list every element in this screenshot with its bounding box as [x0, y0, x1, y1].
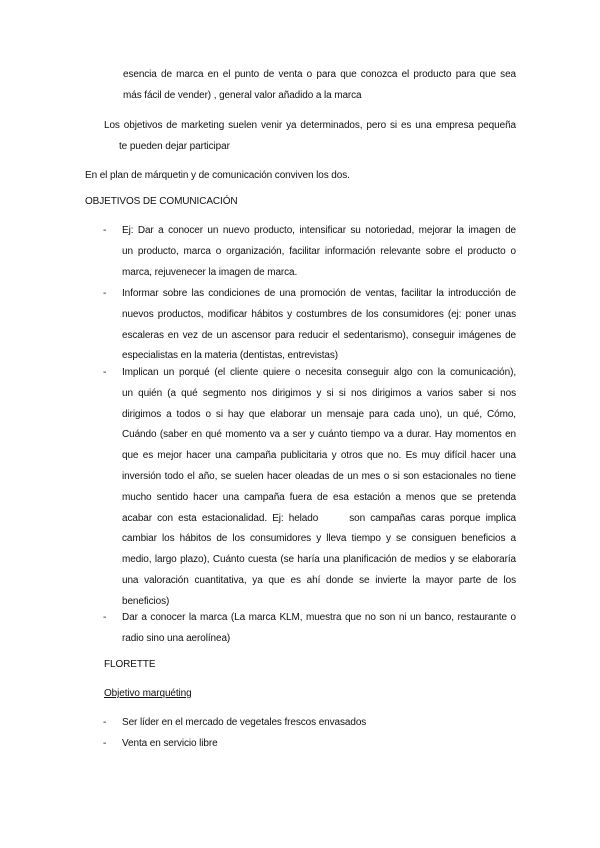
plan-paragraph: En el plan de márquetin y de comunicación conviven los dos.	[85, 170, 350, 181]
bullet-dash-1: -	[103, 225, 107, 236]
bullet-3-line-12: beneficios)	[122, 595, 170, 607]
bullet-item-3	[122, 363, 516, 613]
intro-line-1: esencia de marca en el punto de venta o para que conozca el producto para que sea	[123, 69, 516, 80]
bullet-4-line-1: Dar a conocer la marca (La marca KLM, muestra que no son ni un banco, restaurante o	[122, 612, 516, 623]
bullet-dash-4: -	[103, 612, 107, 623]
bullet-2-line-2: nuevos productos, modificar hábitos y costumbres de los consumidores (ej: poner unas	[122, 308, 516, 320]
intro-paragraph	[123, 65, 516, 107]
bullet-3-line-11: una valoración cuantitativa, ya que es ahí donde se invierte la mayor parte de los	[122, 574, 516, 586]
bullet-3-line-8: acabar con esta estacionalidad. Ej: helado son campañas caras porque implica	[122, 512, 516, 524]
bullet-3-line-2: un quién (a qué segmento nos dirigimos y si si nos dirigimos a varios saber si nos	[122, 387, 516, 399]
bullet-3-line-7: mucho sentido hacer una campaña fuera de esa estación a menos que se pretenda	[122, 491, 516, 503]
bullet-3-line-1: Implican un porqué (el cliente quiere o necesita conseguir algo con la comunicación),	[122, 367, 516, 378]
bullet-1-line-3: marca, rejuvenecer la imagen de marca.	[122, 266, 298, 278]
intro-line-2: más fácil de vender) , general valor añadido a la marca	[123, 89, 362, 101]
bullet-3-line-6: inversión todo el año, se suelen hacer oleadas de un mes o si son estacionales no tiene	[122, 470, 516, 482]
florette-bullet-dash-1: -	[103, 717, 107, 728]
heading-objetivos-comunicacion: OBJETIVOS DE COMUNICACIÓN	[85, 196, 238, 207]
bullet-2-line-4: especialistas en la materia (dentistas, entrevistas)	[122, 350, 339, 362]
bullet-2-line-3: escaleras en vez de un ascensor para reducir el sedentarismo), conseguir imágenes de	[122, 329, 516, 341]
bullet-3-line-3: dirigimos a todos o si hay que elaborar un mensaje para cada uno), un qué, Cómo,	[122, 408, 516, 420]
marketing-note-line-1: Los objetivos de marketing suelen venir ya determinados, pero si es una empresa pequeña	[104, 120, 516, 131]
bullet-item-4	[122, 608, 516, 650]
bullet-2-line-1: Informar sobre las condiciones de una promoción de ventas, facilitar la introducción de	[122, 288, 516, 299]
florette-bullet-dash-2: -	[103, 738, 107, 749]
bullet-3-line-9: cambiar los hábitos de los consumidores y lleva tiempo y se consiguen beneficios a	[122, 533, 516, 545]
bullet-3-line-10: medio, largo plazo), Cuánto cuesta (se haría una planificación de medios y se elaboraría	[122, 554, 516, 566]
florette-bullet-1: Ser líder en el mercado de vegetales frescos envasados	[122, 717, 367, 728]
bullet-dash-3: -	[103, 367, 107, 378]
bullet-4-line-2: radio sino una aerolínea)	[122, 632, 231, 644]
bullet-item-2	[122, 284, 516, 367]
marketing-note-paragraph	[103, 116, 516, 158]
bullet-1-line-1: Ej: Dar a conocer un nuevo producto, intensificar su notoriedad, mejorar la imagen de	[122, 225, 516, 236]
bullet-3-line-5: que es mejor hacer una campaña publicitaria y otros que no. Es muy difícil hacer una	[122, 450, 516, 462]
objetivo-marqueting-subheading: Objetivo marquéting	[104, 688, 192, 699]
florette-bullet-2: Venta en servicio libre	[122, 738, 218, 749]
bullet-dash-2: -	[103, 288, 107, 299]
marketing-note-line-2: te pueden dejar participar	[119, 140, 230, 152]
bullet-3-line-4: Cuándo (saber en qué momento va a ser y cuánto tiempo va a durar. Hay momentos en	[122, 429, 516, 441]
florette-heading: FLORETTE	[104, 659, 156, 670]
bullet-1-line-2: un producto, marca o organización, facilitar información relevante sobre el producto o	[122, 245, 516, 257]
bullet-item-1	[122, 221, 516, 283]
